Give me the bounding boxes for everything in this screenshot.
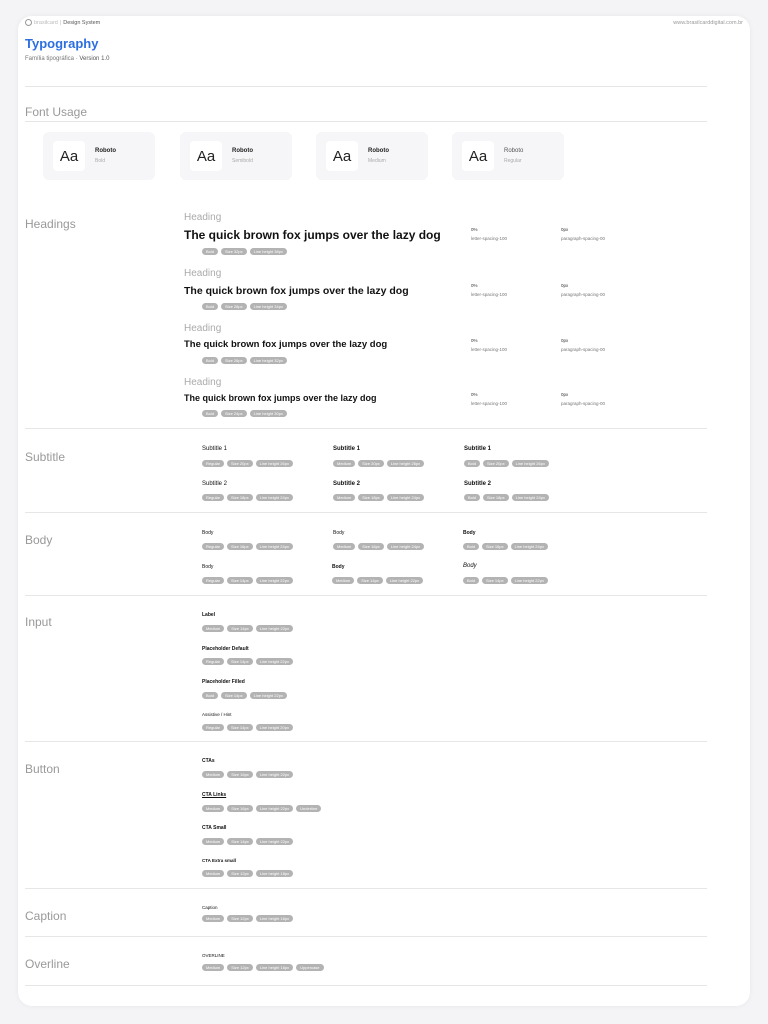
heading-label: Heading [184, 212, 222, 223]
weight-pill: Medium [333, 494, 355, 501]
size-pill: Size 24px [221, 410, 247, 417]
weight-pill: Medium [202, 771, 224, 778]
paragraph-spacing-value: 0px [561, 283, 569, 288]
subtitle-sample: Subtitle 1 [333, 446, 361, 452]
line-height-pill: Line height 18px [256, 870, 293, 877]
size-pill: Size 14px [482, 577, 508, 584]
letter-spacing-value: 0% [471, 227, 478, 232]
paragraph-spacing-value: 0px [561, 338, 569, 343]
line-height-pill: Line height 16px [256, 915, 293, 922]
line-height-pill: Line height 38px [250, 248, 287, 255]
style-specs [463, 577, 548, 584]
body-sample: Body [202, 530, 214, 536]
cta-small-sample: CTA Small [202, 825, 227, 831]
letter-spacing-spec [471, 392, 507, 406]
line-height-pill: Line height 24px [387, 494, 424, 501]
section-caption: Caption [25, 909, 67, 923]
weight-pill: Medium [202, 838, 224, 845]
letter-spacing-token: letter-spacing-100 [471, 292, 508, 297]
size-pill: Size 14px [227, 577, 253, 584]
heading-label: Heading [184, 323, 222, 334]
style-specs [202, 724, 293, 731]
letter-spacing-value: 0% [471, 392, 478, 397]
line-height-pill: Line height 22px [256, 577, 293, 584]
section-overline: Overline [25, 957, 70, 971]
weight-pill: Bold [202, 410, 218, 417]
case-pill: Uppercase [296, 964, 323, 971]
paragraph-spacing-spec [561, 283, 605, 297]
style-specs [202, 625, 293, 632]
paragraph-spacing-spec [561, 338, 605, 352]
size-pill: Size 14px [227, 724, 253, 731]
size-pill: Size 20px [227, 460, 253, 467]
version-number: 1.0 [101, 56, 110, 62]
paragraph-spacing-token: paragraph-spacing-00 [561, 401, 606, 406]
line-height-pill: Line height 24px [256, 494, 293, 501]
line-height-pill: Line height 26px [512, 460, 549, 467]
weight-pill: Bold [202, 692, 218, 699]
font-sample: Aa [326, 141, 358, 171]
line-height-pill: Line height 30px [250, 410, 287, 417]
letter-spacing-spec [471, 283, 507, 297]
design-system-label: Design System [63, 19, 101, 26]
line-height-pill: Line height 22px [256, 625, 293, 632]
caption-sample: Caption [202, 905, 218, 910]
decoration-pill: Underline [296, 805, 321, 812]
size-pill: Size 28px [221, 303, 247, 310]
weight-pill: Medium [202, 805, 224, 812]
style-specs [333, 543, 424, 550]
assistive-hint-sample: Assistive / Hint [202, 712, 232, 717]
heading-sample: The quick brown fox jumps over the lazy dog [184, 393, 377, 403]
line-height-pill: Line height 24px [512, 494, 549, 501]
style-specs [463, 543, 548, 550]
font-card-bold [43, 132, 155, 180]
font-weight: Semibold [232, 158, 253, 164]
line-height-pill: Line height 26px [256, 460, 293, 467]
font-family-label: Família tipográfica [25, 56, 75, 62]
divider [25, 428, 707, 429]
placeholder-default-sample: Placeholder Default [202, 646, 249, 652]
font-weight: Medium [368, 158, 386, 164]
paragraph-spacing-token: paragraph-spacing-00 [561, 292, 606, 297]
weight-pill: Medium [333, 543, 355, 550]
brand [25, 19, 100, 26]
line-height-pill: Line height 22px [250, 692, 287, 699]
weight-pill: Regular [202, 577, 224, 584]
size-pill: Size 16px [227, 543, 253, 550]
size-pill: Size 18px [227, 494, 253, 501]
heading-sample: The quick brown fox jumps over the lazy dog [184, 285, 409, 297]
version-label: Version [79, 56, 100, 62]
subtitle-sample: Subtitle 1 [464, 446, 492, 452]
weight-pill: Bold [463, 543, 479, 550]
style-specs [333, 460, 424, 467]
size-pill: Size 16px [482, 543, 508, 550]
size-pill: Size 14px [227, 838, 253, 845]
weight-pill: Regular [202, 494, 224, 501]
line-height-pill: Line height 26px [387, 460, 424, 467]
size-pill: Size 16px [227, 771, 253, 778]
size-pill: Size 16px [227, 805, 253, 812]
size-pill: Size 18px [483, 494, 509, 501]
divider [25, 985, 707, 986]
line-height-pill: Line height 22px [256, 771, 293, 778]
subtitle-sample: Subtitle 2 [333, 481, 361, 487]
style-specs [202, 838, 293, 845]
style-specs [202, 692, 287, 699]
style-specs [332, 577, 423, 584]
weight-pill: Bold [202, 303, 218, 310]
heading-label: Heading [184, 377, 222, 388]
line-height-pill: Line height 22px [511, 577, 548, 584]
size-pill: Size 14px [221, 692, 247, 699]
divider [25, 512, 707, 513]
letter-spacing-spec [471, 227, 507, 241]
paragraph-spacing-spec [561, 392, 605, 406]
section-subtitle: Subtitle [25, 450, 66, 464]
size-pill: Size 14px [227, 658, 253, 665]
weight-pill: Medium [333, 460, 355, 467]
size-pill: Size 12px [227, 964, 253, 971]
style-specs [202, 543, 293, 550]
style-specs [202, 494, 293, 501]
body-sample: Body [332, 564, 345, 570]
heading-specs [202, 410, 287, 417]
letter-spacing-spec [471, 338, 507, 352]
style-specs [202, 964, 324, 971]
size-pill: Size 18px [358, 494, 384, 501]
input-label-sample: Label [202, 612, 216, 618]
divider [25, 936, 707, 937]
heading-sample: The quick brown fox jumps over the lazy dog [184, 339, 388, 350]
placeholder-filled-sample: Placeholder Filled [202, 679, 245, 685]
font-card-regular [452, 132, 564, 180]
page-title: Typography [25, 36, 99, 51]
size-pill: Size 20px [483, 460, 509, 467]
font-card-medium [316, 132, 428, 180]
font-sample: Aa [190, 141, 222, 171]
heading-specs [202, 303, 287, 310]
brand-separator: | [59, 19, 62, 26]
font-card-semibold [180, 132, 292, 180]
size-pill: Size 12px [227, 915, 253, 922]
weight-pill: Bold [202, 248, 218, 255]
weight-pill: Bold [202, 357, 218, 364]
subtitle-sample: Subtitle 1 [202, 446, 228, 452]
weight-pill: Medium [202, 870, 224, 877]
divider [25, 86, 707, 87]
paragraph-spacing-token: paragraph-spacing-00 [561, 347, 606, 352]
weight-pill: Bold [464, 460, 480, 467]
line-height-pill: Line height 22px [256, 658, 293, 665]
heading-specs [202, 357, 287, 364]
section-font-usage: Font Usage [25, 105, 88, 119]
size-pill: Size 32px [221, 248, 247, 255]
divider [25, 741, 707, 742]
divider [25, 888, 707, 889]
brand-name: brasilcard [34, 19, 58, 26]
body-sample: Body [463, 530, 476, 536]
line-height-pill: Line height 22px [256, 838, 293, 845]
line-height-pill: Line height 24px [256, 543, 293, 550]
heading-specs [202, 248, 287, 255]
style-specs [464, 460, 549, 467]
style-specs [202, 805, 321, 812]
size-pill: Size 20px [358, 460, 384, 467]
weight-pill: Medium [202, 915, 224, 922]
style-specs [202, 460, 293, 467]
line-height-pill: Line height 16px [256, 964, 293, 971]
weight-pill: Medium [202, 964, 224, 971]
paragraph-spacing-value: 0px [561, 392, 569, 397]
letter-spacing-value: 0% [471, 283, 478, 288]
letter-spacing-value: 0% [471, 338, 478, 343]
overline-sample: OVERLINE [202, 953, 225, 958]
subtitle-line [25, 56, 109, 62]
weight-pill: Medium [332, 577, 354, 584]
cta-extra-small-sample: CTA Extra small [202, 858, 237, 863]
font-name: Roboto [504, 148, 524, 154]
divider [25, 121, 707, 122]
size-pill: Size 14px [357, 577, 383, 584]
divider [25, 595, 707, 596]
cta-sample: CTAs [202, 758, 215, 764]
line-height-pill: Line height 20px [256, 724, 293, 731]
font-name: Roboto [95, 148, 116, 154]
font-sample: Aa [53, 141, 85, 171]
font-weight: Bold [95, 158, 106, 164]
paragraph-spacing-token: paragraph-spacing-00 [561, 236, 606, 241]
brand-logo-icon [25, 19, 32, 26]
letter-spacing-token: letter-spacing-100 [471, 347, 508, 352]
font-name: Roboto [368, 148, 389, 154]
section-button: Button [25, 762, 60, 776]
heading-label: Heading [184, 268, 222, 279]
weight-pill: Bold [463, 577, 479, 584]
style-specs [464, 494, 549, 501]
heading-sample: The quick brown fox jumps over the lazy dog [184, 228, 441, 242]
section-body: Body [25, 533, 53, 547]
letter-spacing-token: letter-spacing-100 [471, 236, 508, 241]
cta-link-sample: CTA Links [202, 792, 227, 798]
body-sample: Body [333, 530, 345, 536]
letter-spacing-token: letter-spacing-100 [471, 401, 508, 406]
font-name: Roboto [232, 148, 253, 154]
weight-pill: Bold [464, 494, 480, 501]
paragraph-spacing-value: 0px [561, 227, 569, 232]
font-sample: Aa [462, 141, 494, 171]
body-sample: Body [202, 564, 214, 570]
paragraph-spacing-spec [561, 227, 605, 241]
line-height-pill: Line height 24px [511, 543, 548, 550]
subtitle-sample: Subtitle 2 [202, 481, 228, 487]
line-height-pill: Line height 22px [386, 577, 423, 584]
site-url[interactable]: www.brasilcarddigital.com.br [673, 20, 743, 26]
line-height-pill: Line height 34px [250, 303, 287, 310]
weight-pill: Regular [202, 724, 224, 731]
dot-separator: · [75, 56, 78, 62]
line-height-pill: Line height 22px [256, 805, 293, 812]
weight-pill: Regular [202, 543, 224, 550]
subtitle-sample: Subtitle 2 [464, 481, 492, 487]
size-pill: Size 26px [221, 357, 247, 364]
line-height-pill: Line height 24px [387, 543, 424, 550]
size-pill: Size 16px [358, 543, 384, 550]
weight-pill: Regular [202, 460, 224, 467]
section-headings: Headings [25, 217, 76, 231]
style-specs [202, 577, 293, 584]
size-pill: Size 14px [227, 625, 253, 632]
line-height-pill: Line height 32px [250, 357, 287, 364]
style-specs [202, 658, 293, 665]
body-sample: Body [463, 563, 477, 569]
size-pill: Size 12px [227, 870, 253, 877]
style-specs [202, 870, 293, 877]
style-specs [333, 494, 424, 501]
style-specs [202, 915, 293, 922]
style-specs [202, 771, 293, 778]
font-weight: Regular [504, 158, 522, 164]
weight-pill: Regular [202, 658, 224, 665]
section-input: Input [25, 615, 52, 629]
weight-pill: Medium [202, 625, 224, 632]
